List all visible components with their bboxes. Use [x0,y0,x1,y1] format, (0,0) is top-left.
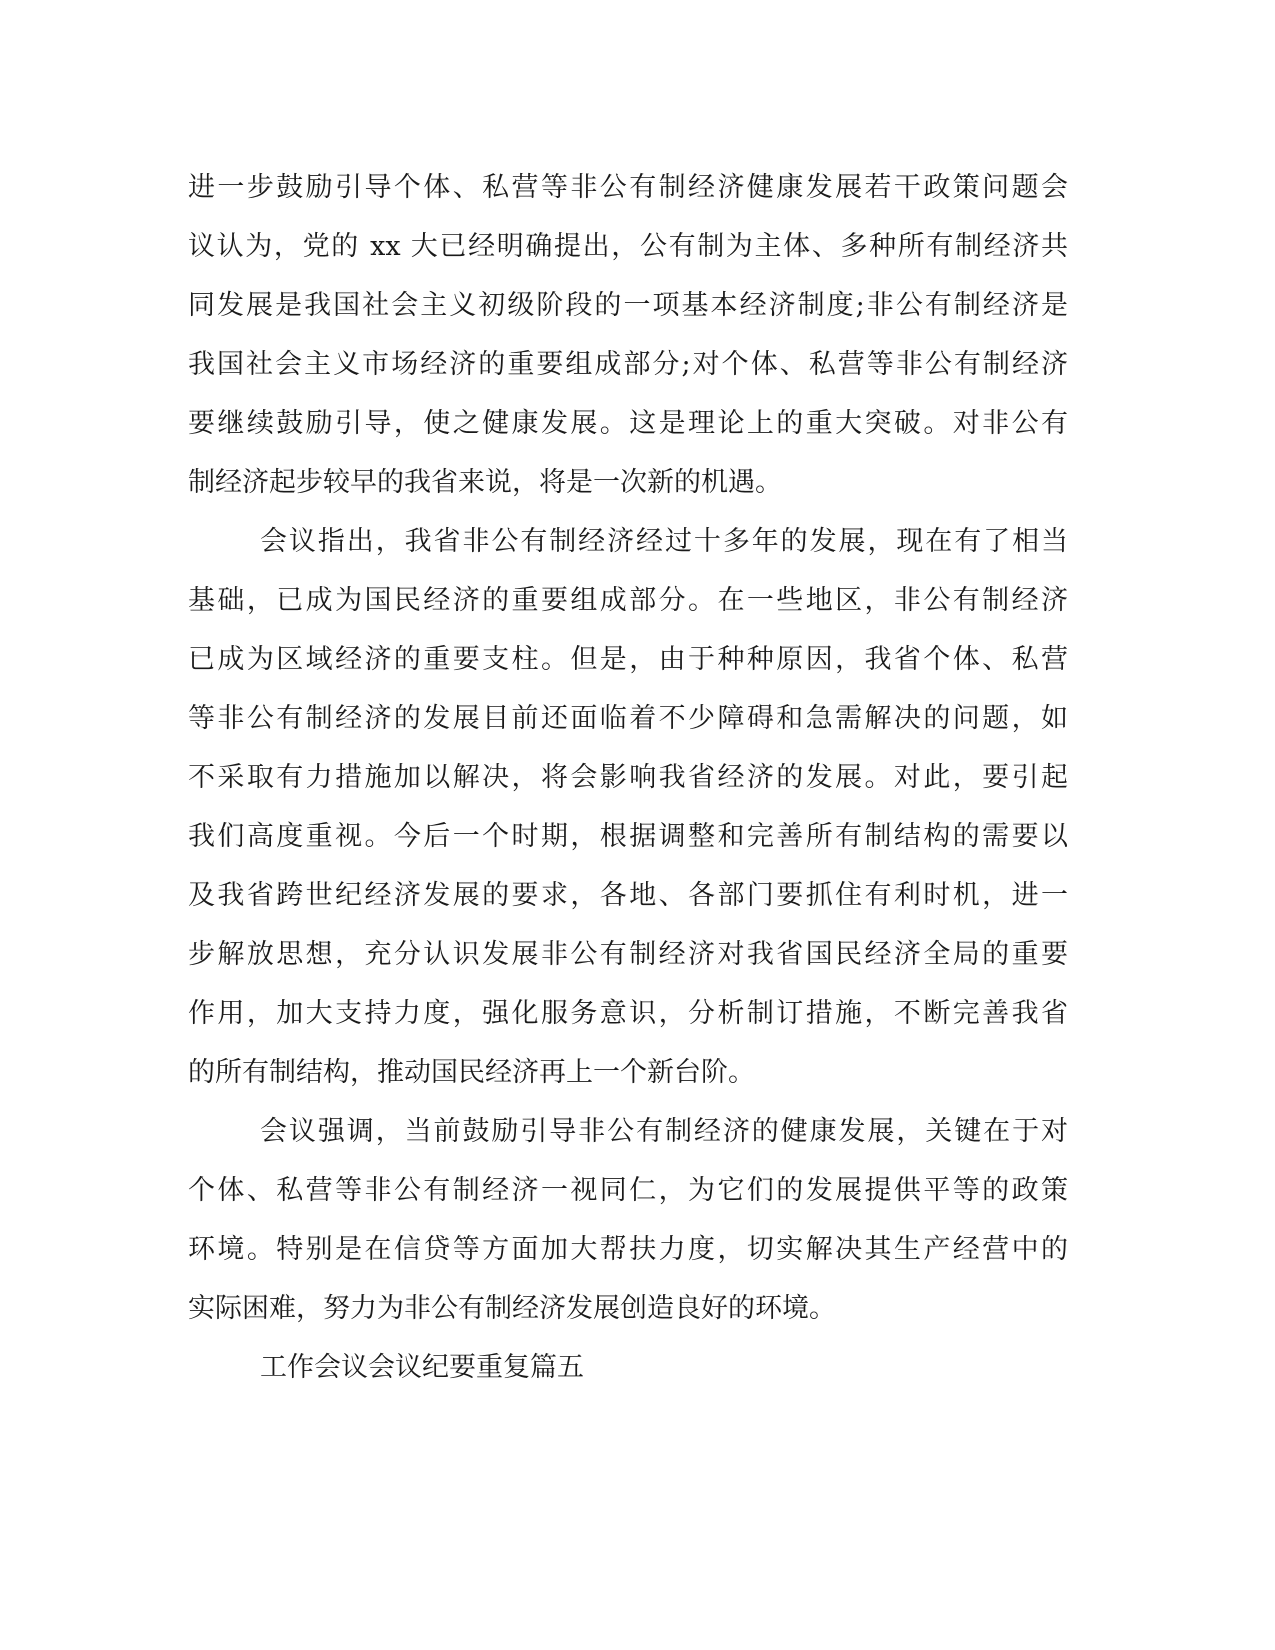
paragraph-line: 作用，加大支持力度，强化服务意识，分析制订措施，不断完善我省 [188,998,1068,1029]
paragraph-line: 的所有制结构，推动国民经济再上一个新台阶。 [188,1057,755,1088]
document-body [188,158,1068,1397]
paragraph-line: 不采取有力措施加以解决，将会影响我省经济的发展。对此，要引起 [188,762,1068,793]
paragraph-line: 实际困难，努力为非公有制经济发展创造良好的环境。 [188,1293,836,1324]
paragraph-line: 个体、私营等非公有制经济一视同仁，为它们的发展提供平等的政策 [188,1175,1068,1206]
paragraph-line: 我国社会主义市场经济的重要组成部分;对个体、私营等非公有制经济 [188,349,1068,380]
paragraph-line: 基础，已成为国民经济的重要组成部分。在一些地区，非公有制经济 [188,585,1068,616]
paragraph-line: 我们高度重视。今后一个时期，根据调整和完善所有制结构的需要以 [188,821,1068,852]
paragraph-line: 会议指出，我省非公有制经济经过十多年的发展，现在有了相当 [260,526,1068,557]
paragraph-2 [188,512,1068,1102]
paragraph-3 [188,1102,1068,1338]
paragraph-line: 同发展是我国社会主义初级阶段的一项基本经济制度;非公有制经济是 [188,290,1068,321]
paragraph-line: 环境。特别是在信贷等方面加大帮扶力度，切实解决其生产经营中的 [188,1234,1068,1265]
paragraph-line: 及我省跨世纪经济发展的要求，各地、各部门要抓住有利时机，进一 [188,880,1068,911]
paragraph-line: 要继续鼓励引导，使之健康发展。这是理论上的重大突破。对非公有 [188,408,1068,439]
paragraph-line: 制经济起步较早的我省来说，将是一次新的机遇。 [188,467,782,498]
paragraph-1 [188,158,1068,512]
paragraph-line: 已成为区域经济的重要支柱。但是，由于种种原因，我省个体、私营 [188,644,1068,675]
section-heading: 工作会议会议纪要重复篇五 [260,1352,584,1383]
paragraph-line: 步解放思想，充分认识发展非公有制经济对我省国民经济全局的重要 [188,939,1068,970]
paragraph-line: 议认为，党的 xx 大已经明确提出，公有制为主体、多种所有制经济共 [188,231,1068,262]
paragraph-line: 会议强调，当前鼓励引导非公有制经济的健康发展，关键在于对 [260,1116,1068,1147]
paragraph-line: 等非公有制经济的发展目前还面临着不少障碍和急需解决的问题，如 [188,703,1068,734]
paragraph-line: 进一步鼓励引导个体、私营等非公有制经济健康发展若干政策问题会 [188,172,1068,203]
